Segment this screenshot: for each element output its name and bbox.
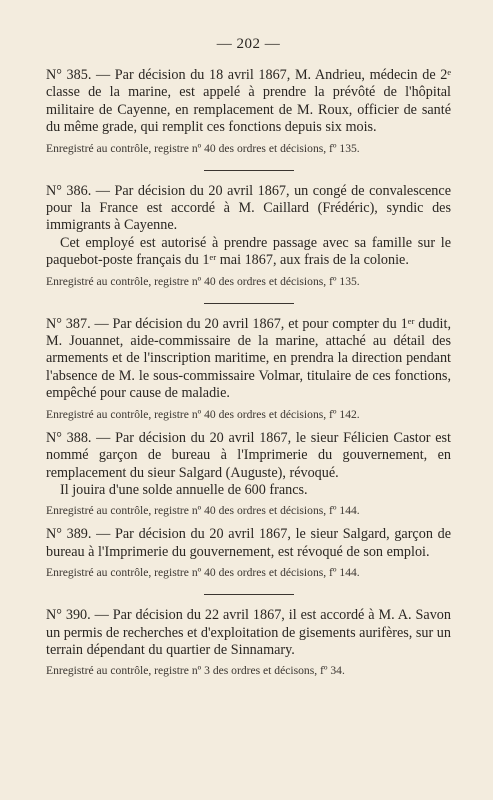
- registration-note: Enregistré au contrôle, registre nº 40 des ordres et décisions, fº 135.: [46, 141, 360, 155]
- decision-text-continued: Il jouira d'une solde annuelle de 600 francs.: [60, 481, 308, 498]
- decision-entry-386: [46, 183, 451, 289]
- decision-text: N° 386. — Par décision du 20 avril 1867, un congé de convalescence pour la France est accordé à M. Caillard (Frédéric), syndic des immigrants à Cayenne.: [46, 182, 451, 234]
- registration-note: Enregistré au contrôle, registre nº 40 des ordres et décisions, fº 144.: [46, 566, 360, 580]
- decision-entry-388: [46, 430, 451, 519]
- registration-note: Enregistré au contrôle, registre nº 40 des ordres et décisions, fº 144.: [46, 504, 360, 518]
- decision-entry-390: [46, 607, 451, 678]
- registration-note: Enregistré au contrôle, registre nº 3 des ordres et décisons, fº 34.: [46, 664, 345, 678]
- section-divider: [204, 170, 294, 171]
- decision-text: N° 388. — Par décision du 20 avril 1867, le sieur Félicien Castor est nommé garçon de bureau à l'Imprimerie du gouvernement, en remplacement du sieur Salgard (Auguste), révoqué.: [46, 429, 451, 481]
- decision-entry-387: [46, 316, 451, 422]
- registration-note: Enregistré au contrôle, registre nº 40 des ordres et décisions, fº 142.: [46, 407, 360, 421]
- section-divider: [204, 303, 294, 304]
- section-divider: [204, 594, 294, 595]
- decision-text: N° 385. — Par décision du 18 avril 1867, M. Andrieu, médecin de 2ᵉ classe de la marine, est appelé à prendre la prévôté de l'hôpital militaire de Cayenne, en remplacement de M. Roux, officier de santé du même grade, qui remplit ces fonctions depuis six mois.: [46, 67, 451, 136]
- page-number: — 202 —: [216, 36, 281, 52]
- decision-text-continued: Cet employé est autorisé à prendre passage avec sa famille sur le paquebot-poste français du 1ᵉʳ mai 1867, aux frais de la colonie.: [46, 234, 451, 269]
- decision-text: N° 387. — Par décision du 20 avril 1867, et pour compter du 1ᵉʳ dudit, M. Jouannet, aide-commissaire de la marine, attaché au détail des armements et de l'inscription maritime, en prendra la direction pendant l'absence de M. le sous-commissaire Volmar, titulaire de ces fonctions, empêché pour cause de maladie.: [46, 315, 451, 402]
- decision-entry-389: [46, 526, 451, 580]
- registration-note: Enregistré au contrôle, registre nº 40 des ordres et décisions, fº 135.: [46, 274, 360, 288]
- decision-entry-385: [46, 67, 451, 156]
- decision-text: N° 389. — Par décision du 20 avril 1867, le sieur Salgard, garçon de bureau à l'Imprimerie du gouvernement, est révoqué de son emploi.: [46, 526, 451, 560]
- decision-text: N° 390. — Par décision du 22 avril 1867, il est accordé à M. A. Savon un permis de recherches et d'exploitation de gisements aurifères, sur un terrain dépendant du quartier de Sinnamary.: [46, 607, 451, 658]
